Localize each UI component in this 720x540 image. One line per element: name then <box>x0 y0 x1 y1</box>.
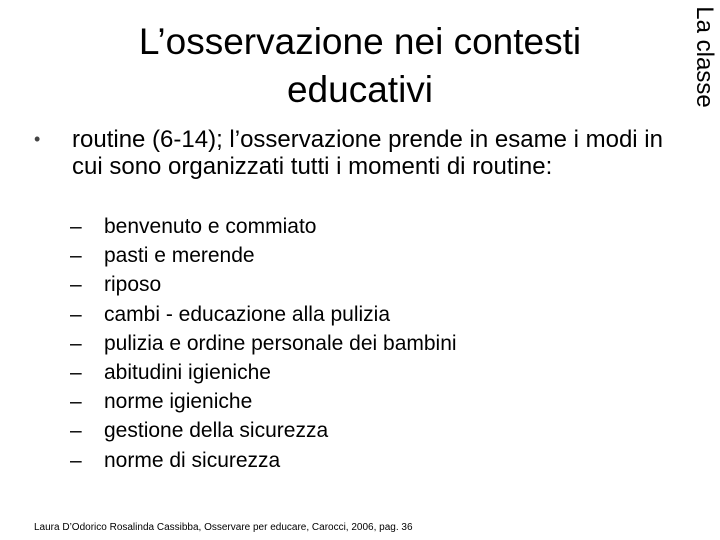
dash-marker: – <box>70 419 82 443</box>
main-bullet <box>34 126 664 180</box>
dash-marker: – <box>70 302 82 326</box>
slide-title-line-1: L’osservazione nei contesti <box>138 21 582 62</box>
list-item <box>70 416 457 445</box>
bullet-text: routine (6-14); l’osservazione prende in esame i modi in cui sono organizzati tutti i momenti di routine: <box>72 126 663 180</box>
dash-marker: – <box>70 244 82 268</box>
slide-title-line-2: educativi <box>286 69 434 110</box>
list-item <box>70 241 457 270</box>
list-item-text: riposo <box>104 273 162 297</box>
list-item <box>70 358 457 387</box>
dash-marker: – <box>70 273 82 297</box>
list-item-text: benvenuto e commiato <box>104 215 317 238</box>
list-item-text: cambi - educazione alla pulizia <box>104 302 390 326</box>
dash-marker: – <box>70 361 82 385</box>
list-item <box>70 300 457 329</box>
list-item-text: norme igieniche <box>104 390 253 414</box>
list-item-text: pasti e merende <box>104 244 255 268</box>
list-item <box>70 387 457 416</box>
bullet-dot: • <box>34 129 41 149</box>
dash-marker: – <box>70 331 82 355</box>
slide-title <box>60 18 660 114</box>
side-label: La classe <box>691 6 718 108</box>
list-item <box>70 329 457 358</box>
dash-marker: – <box>70 215 82 238</box>
list-item-text: abitudini igieniche <box>104 361 271 385</box>
dash-marker: – <box>70 390 82 414</box>
list-item-text: norme di sicurezza <box>104 448 281 472</box>
list-item-text: pulizia e ordine personale dei bambini <box>104 331 457 355</box>
list-item <box>70 446 457 475</box>
list-item <box>70 212 457 241</box>
list-item-text: gestione della sicurezza <box>104 419 329 443</box>
footer-citation: Laura D’Odorico Rosalinda Cassibba, Osservare per educare, Carocci, 2006, pag. 36 <box>34 522 413 533</box>
routine-sublist <box>70 212 457 475</box>
list-item <box>70 270 457 299</box>
dash-marker: – <box>70 448 82 472</box>
